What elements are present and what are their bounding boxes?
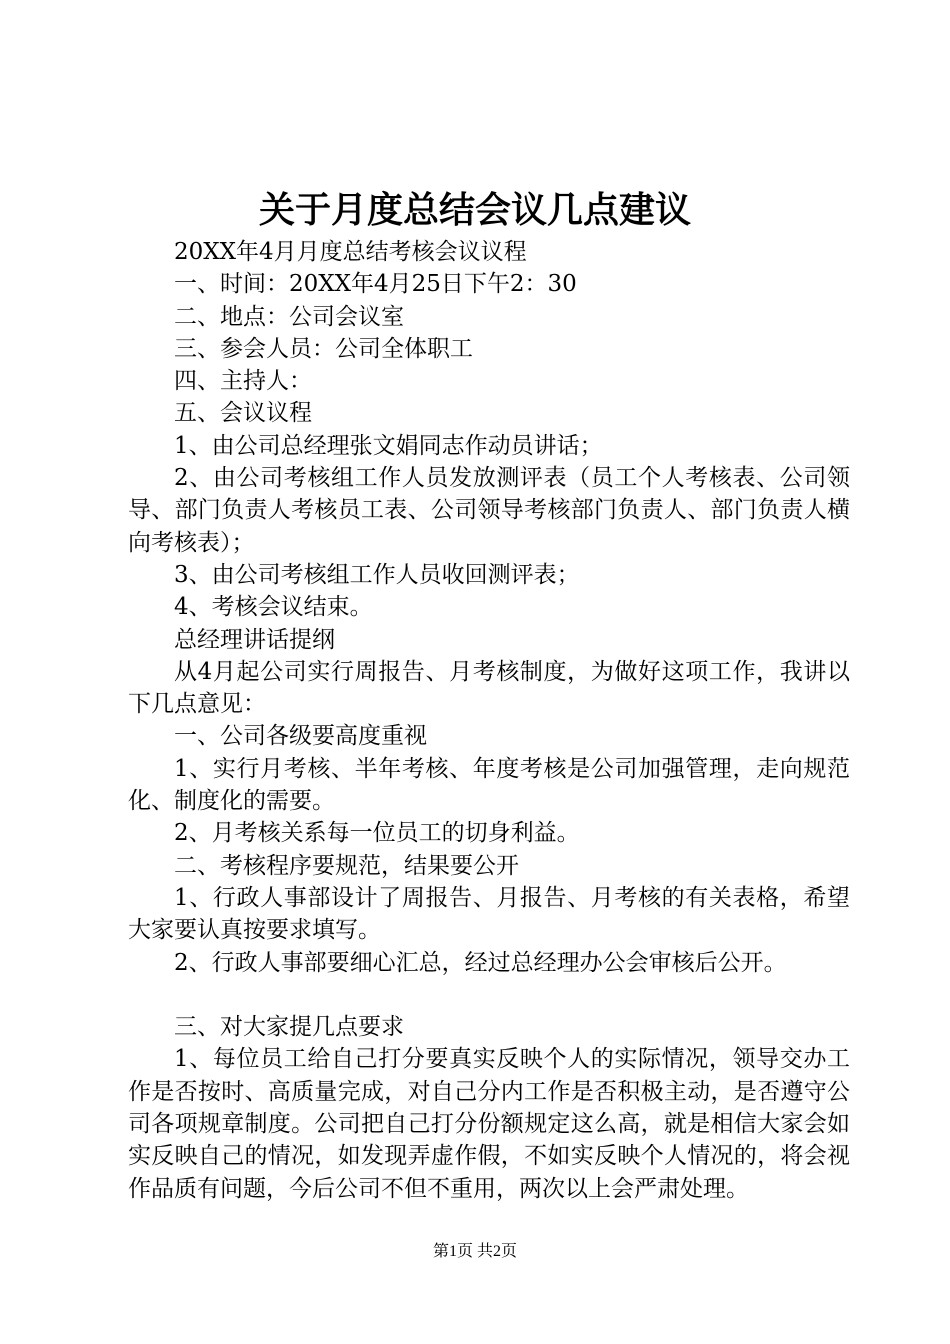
paragraph: 2、月考核关系每一位员工的切身利益。: [174, 820, 580, 847]
paragraph: 2、由公司考核组工作人员发放测评表（员工个人考核表、公司领导、部门负责人考核员工表、公司领导考核部门负责人、部门负责人横向考核表）；: [128, 465, 850, 556]
paragraph: 3、由公司考核组工作人员收回测评表；: [174, 561, 580, 588]
paragraph: 4、考核会议结束。: [174, 594, 373, 621]
paragraph: 2、行政人事部要细心汇总，经过总经理办公会审核后公开。: [174, 949, 787, 976]
paragraph: 一、时间：20XX年4月25日下午2：30: [174, 271, 577, 298]
paragraph: 四、主持人：: [174, 368, 312, 395]
paragraph: 1、每位员工给自己打分要真实反映个人的实际情况，领导交办工作是否按时、高质量完成，对自己分内工作是否积极主动，是否遵守公司各项规章制度。公司把自己打分份额规定这么高，就是相信大家会如实反映自己的情况，如发现弄虚作假，不如实反映个人情况的，将会视作品质有问题，今后公司不但不重用，两次以上会严肃处理。: [128, 1046, 850, 1202]
paragraph: 五、会议议程: [174, 400, 312, 427]
paragraph: 总经理讲话提纲: [174, 626, 335, 653]
page-footer: 第1页 共2页: [432, 1243, 517, 1260]
paragraph: 1、由公司总经理张文娟同志作动员讲话；: [174, 432, 603, 459]
paragraph: 1、行政人事部设计了周报告、月报告、月考核的有关表格，希望大家要认真按要求填写。: [128, 884, 850, 944]
document-title: 关于月度总结会议几点建议: [258, 189, 691, 231]
paragraph: 二、考核程序要规范，结果要公开: [174, 852, 519, 879]
paragraph: 一、公司各级要高度重视: [174, 723, 427, 750]
paragraph: 三、对大家提几点要求: [174, 1014, 404, 1041]
paragraph: 从4月起公司实行周报告、月考核制度，为做好这项工作，我讲以下几点意见：: [128, 658, 850, 718]
paragraph: 1、实行月考核、半年考核、年度考核是公司加强管理，走向规范化、制度化的需要。: [128, 755, 850, 815]
paragraph: 20XX年4月月度总结考核会议议程: [174, 239, 527, 265]
paragraph: 二、地点：公司会议室: [174, 303, 404, 330]
document-body: [128, 236, 850, 1205]
blank-line: [128, 979, 850, 1011]
paragraph: 三、参会人员：公司全体职工: [174, 335, 473, 362]
